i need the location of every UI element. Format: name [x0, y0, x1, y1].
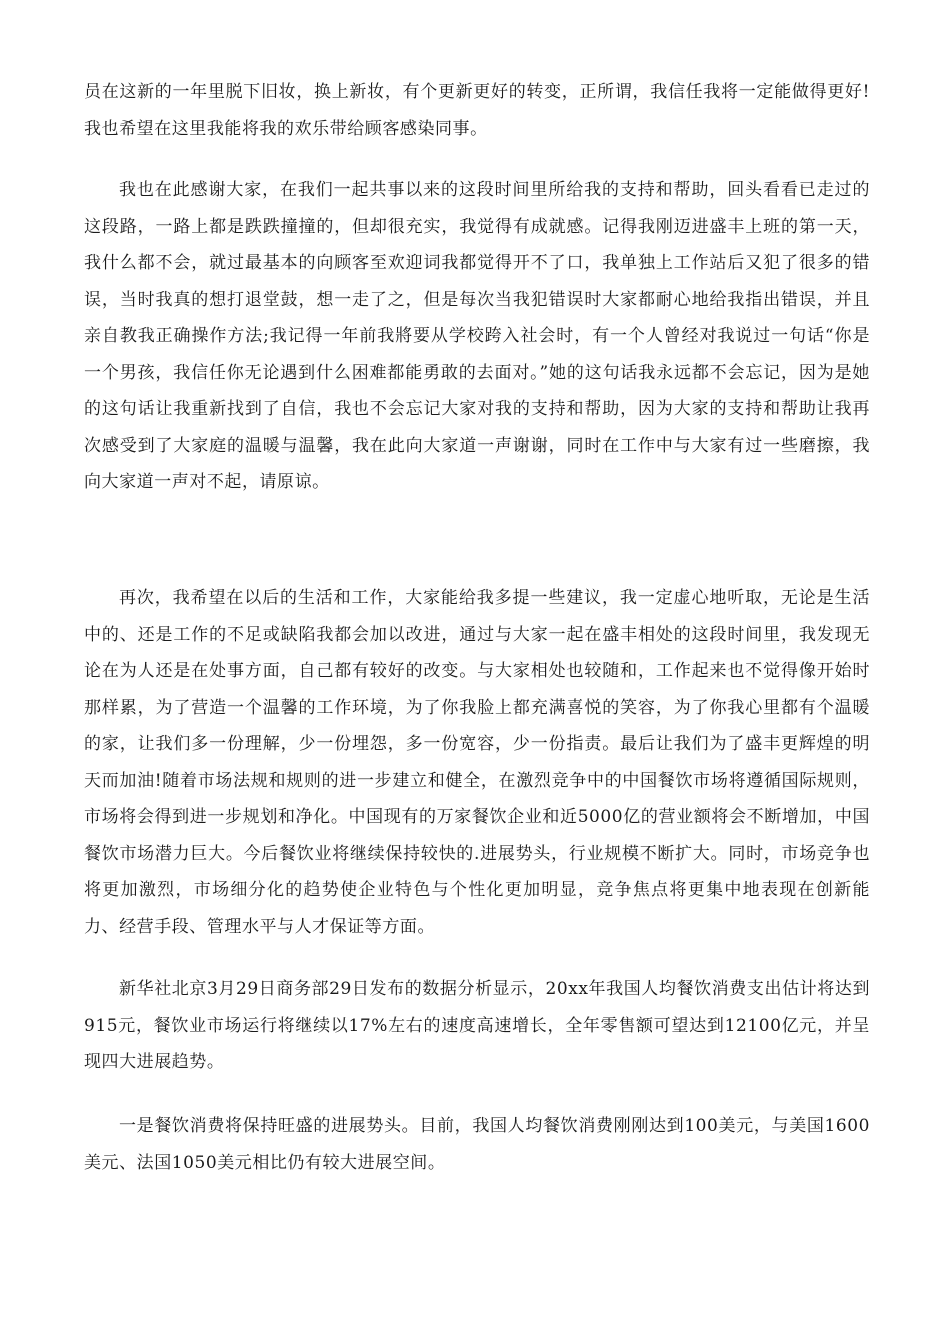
paragraph-xinhua-report: 新华社北京3月29日商务部29日发布的数据分析显示，20xx年我国人均餐饮消费支出估计将达到915元，餐饮业市场运行将继续以17%左右的速度高速增长，全年零售额可望达到12100亿元，并呈现四大进展趋势。 — [84, 979, 870, 1072]
paragraph-thanks: 我也在此感谢大家，在我们一起共事以来的这段时间里所给我的支持和帮助，回头看看已走过的这段路，一路上都是跌跌撞撞的，但却很充实，我觉得有成就感。记得我刚迈进盛丰上班的第一天，我什么都不会，就过最基本的向顾客至欢迎词我都觉得开不了口，我单独上工作站后又犯了很多的错误，当时我真的想打退堂鼓，想一走了之，但是每次当我犯错误时大家都耐心地给我指出错误，并且亲自教我正确操作方法;我记得一年前我將要从学校跨入社会时，有一个人曾经对我说过一句话“你是一个男孩，我信任你无论遇到什么困难都能勇敢的去面对。”她的这句话我永远都不会忘记，因为是她的这句话让我重新找到了自信，我也不会忘记大家对我的支持和帮助，因为大家的支持和帮助让我再次感受到了大家庭的温暖与温馨，我在此向大家道一声谢谢，同时在工作中与大家有过一些磨擦，我向大家道一声对不起，请原谅。 — [84, 180, 870, 492]
paragraph-suggestions: 再次，我希望在以后的生活和工作，大家能给我多提一些建议，我一定虚心地听取，无论是生活中的、还是工作的不足或缺陷我都会加以改进，通过与大家一起在盛丰相处的这段时间里，我发现无论在为人还是在处事方面，自己都有较好的改变。与大家相处也较随和，工作起来也不觉得像开始时那样累，为了营造一个温馨的工作环境，为了你我脸上都充满喜悦的笑容，为了你我心里都有个温暖的家，让我们多一份理解，少一份埋怨，多一份宽容，少一份指责。最后让我们为了盛丰更辉煌的明天而加油!随着市场法规和规则的进一步建立和健全，在激烈竞争中的中国餐饮市场将遵循国际规则，市场将会得到进一步规划和净化。中国现有的万家餐饮企业和近5000亿的营业额将会不断增加，中国餐饮市场潜力巨大。今后餐饮业将继续保持较快的.进展势头，行业规模不断扩大。同时，市场竞争也将更加激烈，市场细分化的趋势使企业特色与个性化更加明显，竞争焦点将更集中地表现在创新能力、经营手段、管理水平与人才保证等方面。 — [84, 588, 870, 937]
paragraph-trend-one: 一是餐饮消费将保持旺盛的进展势头。目前，我国人均餐饮消费刚刚达到100美元，与美国1600美元、法国1050美元相比仍有较大进展空间。 — [84, 1116, 870, 1173]
paragraph-continuation: 员在这新的一年里脱下旧妆，换上新妆，有个更新更好的转变，正所谓，我信任我将一定能做得更好!我也希望在这里我能将我的欢乐带给顾客感染同事。 — [84, 82, 870, 139]
